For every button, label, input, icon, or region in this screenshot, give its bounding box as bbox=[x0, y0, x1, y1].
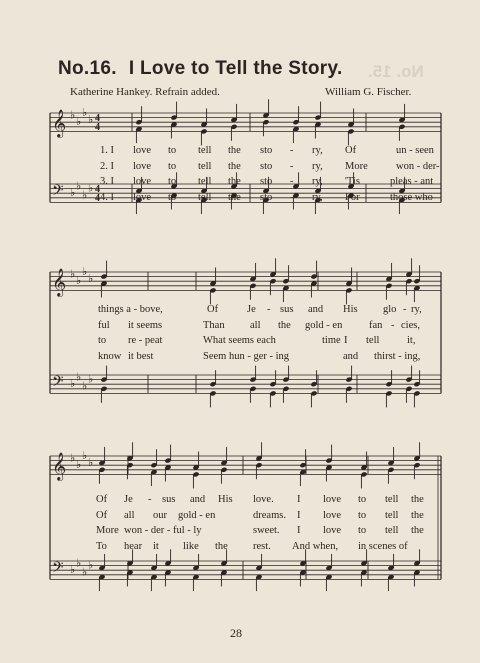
lyric-syllable: tell bbox=[385, 509, 399, 521]
lyric-syllable: - bbox=[148, 494, 152, 505]
lyric-syllable: 4. I bbox=[100, 191, 114, 203]
lyric-syllable: things a - bove, bbox=[98, 304, 163, 315]
lyric-syllable: What seems each bbox=[203, 335, 276, 346]
flat-sign: ♭ bbox=[88, 181, 94, 195]
lyric-syllable: in scenes of bbox=[358, 540, 408, 552]
lyric-syllable: More bbox=[345, 160, 368, 172]
lyric-syllable: it seems bbox=[128, 319, 163, 331]
composer-credit: William G. Fischer. bbox=[325, 86, 412, 98]
lyric-syllable: to bbox=[168, 145, 177, 156]
lyric-syllable: tell bbox=[366, 335, 380, 346]
bleed-through-text: No. 15. bbox=[368, 62, 424, 81]
lyric-syllable: time bbox=[322, 335, 341, 346]
flat-sign: ♭ bbox=[76, 179, 82, 193]
lyric-syllable: love bbox=[323, 509, 342, 521]
lyric-syllable: sto bbox=[260, 145, 273, 156]
lyric-syllable: 2. I bbox=[100, 160, 114, 172]
lyric-syllable: and bbox=[343, 350, 359, 362]
lyric-syllable: the bbox=[411, 525, 424, 536]
flat-sign: ♭ bbox=[76, 556, 82, 570]
lyric-syllable: - bbox=[267, 304, 271, 315]
flat-sign: ♭ bbox=[82, 449, 88, 462]
flat-sign: ♭ bbox=[70, 108, 76, 122]
lyric-syllable: to bbox=[358, 494, 367, 505]
lyric-syllable: tell bbox=[198, 191, 212, 203]
flat-sign: ♭ bbox=[82, 265, 88, 278]
lyric-syllable: all bbox=[250, 319, 261, 331]
lyric-syllable: the bbox=[228, 145, 241, 156]
flat-sign: ♭ bbox=[70, 267, 76, 281]
lyric-syllable: the bbox=[278, 319, 291, 331]
lyric-syllable: love bbox=[133, 191, 152, 203]
lyric-syllable: His bbox=[343, 304, 358, 315]
time-signature: 4 bbox=[95, 113, 100, 124]
hymn-number: No.16. bbox=[58, 58, 117, 79]
lyric-syllable: and bbox=[190, 494, 206, 505]
lyric-syllable: to bbox=[168, 191, 177, 203]
lyric-syllable: ry, bbox=[411, 304, 422, 315]
lyric-syllable: love bbox=[133, 145, 152, 156]
lyric-syllable: Of bbox=[96, 494, 108, 505]
lyric-syllable: 1. I bbox=[100, 145, 114, 156]
time-signature: 4 bbox=[95, 184, 100, 195]
treble-clef: 𝄞 bbox=[52, 268, 67, 296]
lyric-syllable: sto bbox=[260, 191, 273, 203]
lyric-syllable: fan bbox=[369, 319, 383, 331]
lyric-syllable: Seem hun - ger - ing bbox=[203, 350, 290, 362]
lyric-syllable: thirst - ing, bbox=[374, 350, 421, 362]
lyric-syllable: to bbox=[98, 335, 107, 346]
lyric-syllable: to bbox=[358, 509, 367, 521]
lyric-syllable: love bbox=[133, 176, 152, 187]
page-number: 28 bbox=[230, 626, 242, 640]
lyric-syllable: More bbox=[96, 525, 119, 536]
lyric-syllable: the bbox=[228, 191, 241, 203]
lyric-syllable: love bbox=[323, 494, 342, 505]
lyric-syllable: all bbox=[124, 509, 135, 521]
flat-sign: ♭ bbox=[70, 186, 76, 200]
lyric-syllable: - bbox=[391, 319, 395, 331]
time-signature: 4 bbox=[95, 122, 100, 133]
lyric-syllable: ry, bbox=[312, 145, 323, 156]
lyric-syllable: the bbox=[228, 176, 241, 187]
flat-sign: ♭ bbox=[76, 274, 82, 288]
lyric-syllable: hear bbox=[124, 540, 143, 552]
lyric-syllable: Je bbox=[124, 494, 133, 505]
lyric-syllable: gold - en bbox=[178, 509, 216, 521]
lyric-syllable: glo bbox=[383, 304, 397, 315]
lyric-syllable: cies, bbox=[401, 319, 420, 331]
lyric-syllable: rest. bbox=[253, 540, 271, 552]
flat-sign: ♭ bbox=[70, 563, 76, 577]
lyric-syllable: re - peat bbox=[128, 335, 163, 346]
lyric-syllable: sus bbox=[280, 304, 294, 315]
flat-sign: ♭ bbox=[88, 112, 94, 126]
flat-sign: ♭ bbox=[88, 558, 94, 572]
lyric-syllable: our bbox=[153, 509, 167, 521]
lyric-syllable: dreams. bbox=[253, 509, 286, 521]
lyric-syllable: tell bbox=[385, 525, 399, 536]
lyric-syllable: - bbox=[290, 191, 294, 203]
lyric-syllable: love bbox=[133, 160, 152, 172]
lyric-syllable: tell bbox=[198, 176, 212, 187]
lyric-syllable: ful bbox=[98, 319, 110, 331]
author-credit: Katherine Hankey. Refrain added. bbox=[70, 86, 220, 98]
lyric-syllable: tell bbox=[385, 494, 399, 505]
lyric-syllable: Of bbox=[345, 145, 357, 156]
lyric-syllable: And when, bbox=[292, 540, 339, 552]
flat-sign: ♭ bbox=[70, 451, 76, 465]
lyric-syllable: love. bbox=[253, 494, 274, 505]
bass-clef: 𝄢 bbox=[52, 373, 64, 394]
hymn-title bbox=[58, 58, 343, 80]
lyric-syllable: to bbox=[168, 160, 177, 172]
lyric-syllable: I bbox=[344, 335, 348, 346]
lyric-syllable: un - seen bbox=[396, 145, 434, 156]
flat-sign: ♭ bbox=[76, 370, 82, 384]
flat-sign: ♭ bbox=[82, 379, 88, 393]
lyric-syllable: the bbox=[228, 160, 241, 172]
flat-sign: ♭ bbox=[70, 377, 76, 391]
lyric-syllable: 3. I bbox=[100, 176, 114, 187]
lyric-syllable: - bbox=[290, 160, 294, 172]
lyric-syllable: - bbox=[290, 145, 294, 156]
lyric-syllable: Je bbox=[247, 304, 256, 315]
lyric-syllable: know bbox=[98, 350, 122, 362]
lyric-syllable: sus bbox=[162, 494, 176, 505]
flat-sign: ♭ bbox=[76, 458, 82, 472]
hymn-name: I Love to Tell the Story. bbox=[128, 58, 343, 79]
flat-sign: ♭ bbox=[82, 106, 88, 119]
lyric-syllable: and bbox=[308, 304, 324, 315]
bass-clef: 𝄢 bbox=[52, 559, 64, 580]
lyric-syllable: tell bbox=[198, 145, 212, 156]
lyric-syllable: His bbox=[218, 494, 233, 505]
lyric-syllable: tell bbox=[198, 160, 212, 172]
lyric-syllable: won - der - ful - ly bbox=[124, 525, 202, 536]
lyric-syllable: Of bbox=[207, 304, 219, 315]
lyric-syllable: won - der- bbox=[396, 160, 440, 172]
lyric-syllable: those who bbox=[390, 191, 433, 203]
flat-sign: ♭ bbox=[82, 565, 88, 579]
lyric-syllable: I bbox=[297, 525, 301, 536]
flat-sign: ♭ bbox=[88, 271, 94, 285]
flat-sign: ♭ bbox=[88, 372, 94, 386]
lyric-syllable: I bbox=[297, 494, 301, 505]
lyric-syllable: - bbox=[403, 304, 407, 315]
lyric-syllable: - bbox=[290, 176, 294, 187]
lyric-syllable: it, bbox=[407, 335, 416, 346]
lyric-syllable: For bbox=[345, 191, 360, 203]
lyric-syllable: 'Tis bbox=[345, 176, 360, 187]
lyric-syllable: pleas - ant bbox=[390, 176, 434, 187]
lyric-syllable: ry, bbox=[312, 160, 323, 172]
lyric-syllable: sweet. bbox=[253, 525, 280, 536]
lyric-syllable: love bbox=[323, 525, 342, 536]
lyric-syllable: the bbox=[411, 494, 424, 505]
lyric-syllable: sto bbox=[260, 176, 273, 187]
lyric-syllable: ry, bbox=[312, 191, 323, 203]
lyric-syllable: the bbox=[411, 509, 424, 521]
treble-clef: 𝄞 bbox=[52, 452, 67, 480]
lyric-syllable: it bbox=[153, 540, 159, 552]
time-signature: 4 bbox=[95, 193, 100, 204]
lyric-syllable: gold - en bbox=[305, 319, 343, 331]
lyric-syllable: I bbox=[297, 509, 301, 521]
lyric-syllable: to bbox=[168, 176, 177, 187]
lyric-syllable: to bbox=[358, 525, 367, 536]
lyric-syllable: the bbox=[215, 540, 228, 552]
lyric-syllable: ry, bbox=[312, 176, 323, 187]
flat-sign: ♭ bbox=[88, 455, 94, 469]
lyric-syllable: Than bbox=[203, 319, 225, 331]
flat-sign: ♭ bbox=[76, 115, 82, 129]
lyric-syllable: To bbox=[96, 540, 107, 552]
lyric-syllable: sto bbox=[260, 160, 273, 172]
lyric-syllable: like bbox=[183, 540, 199, 552]
bass-clef: 𝄢 bbox=[52, 182, 64, 203]
treble-clef: 𝄞 bbox=[52, 109, 67, 137]
flat-sign: ♭ bbox=[82, 188, 88, 202]
lyric-syllable: it best bbox=[128, 350, 154, 362]
lyric-syllable: Of bbox=[96, 509, 108, 521]
